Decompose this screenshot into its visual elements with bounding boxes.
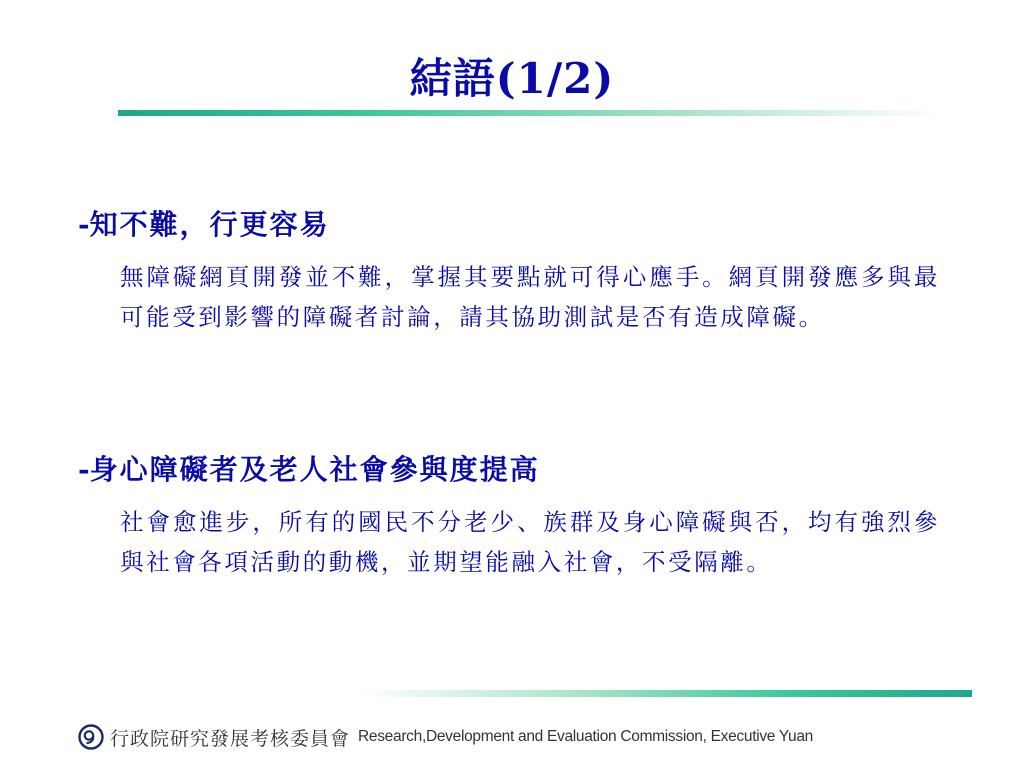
section-body: 社會愈進步，所有的國民不分老少、族群及身心障礙與否，均有強烈參與社會各項活動的動機，並期望能融入社會，不受隔離。 [120, 508, 940, 576]
section-heading [78, 450, 958, 490]
section-participation [78, 450, 958, 582]
heading-text: 知不難，行更容易 [89, 208, 330, 241]
footer-divider [360, 690, 972, 697]
heading-dash: - [78, 453, 90, 486]
rdec-logo-icon [78, 724, 104, 750]
footer [78, 722, 813, 752]
footer-org-name-cn: 行政院研究發展考核委員會 [110, 727, 351, 750]
title-divider [118, 110, 940, 116]
heading-dash: - [78, 208, 90, 241]
heading-text: 身心障礙者及老人社會參與度提高 [89, 453, 540, 486]
section-body: 無障礙網頁開發並不難，掌握其要點就可得心應手。網頁開發應多與最可能受到影響的障礙者討論，請其協助測試是否有造成障礙。 [120, 263, 940, 331]
section-knowing-easy [78, 205, 958, 337]
footer-org-name-en: Research,Development and Evaluation Commission, Executive Yuan [358, 728, 813, 745]
section-heading [78, 205, 958, 245]
slide-title: 結語(1/2) [409, 54, 615, 103]
